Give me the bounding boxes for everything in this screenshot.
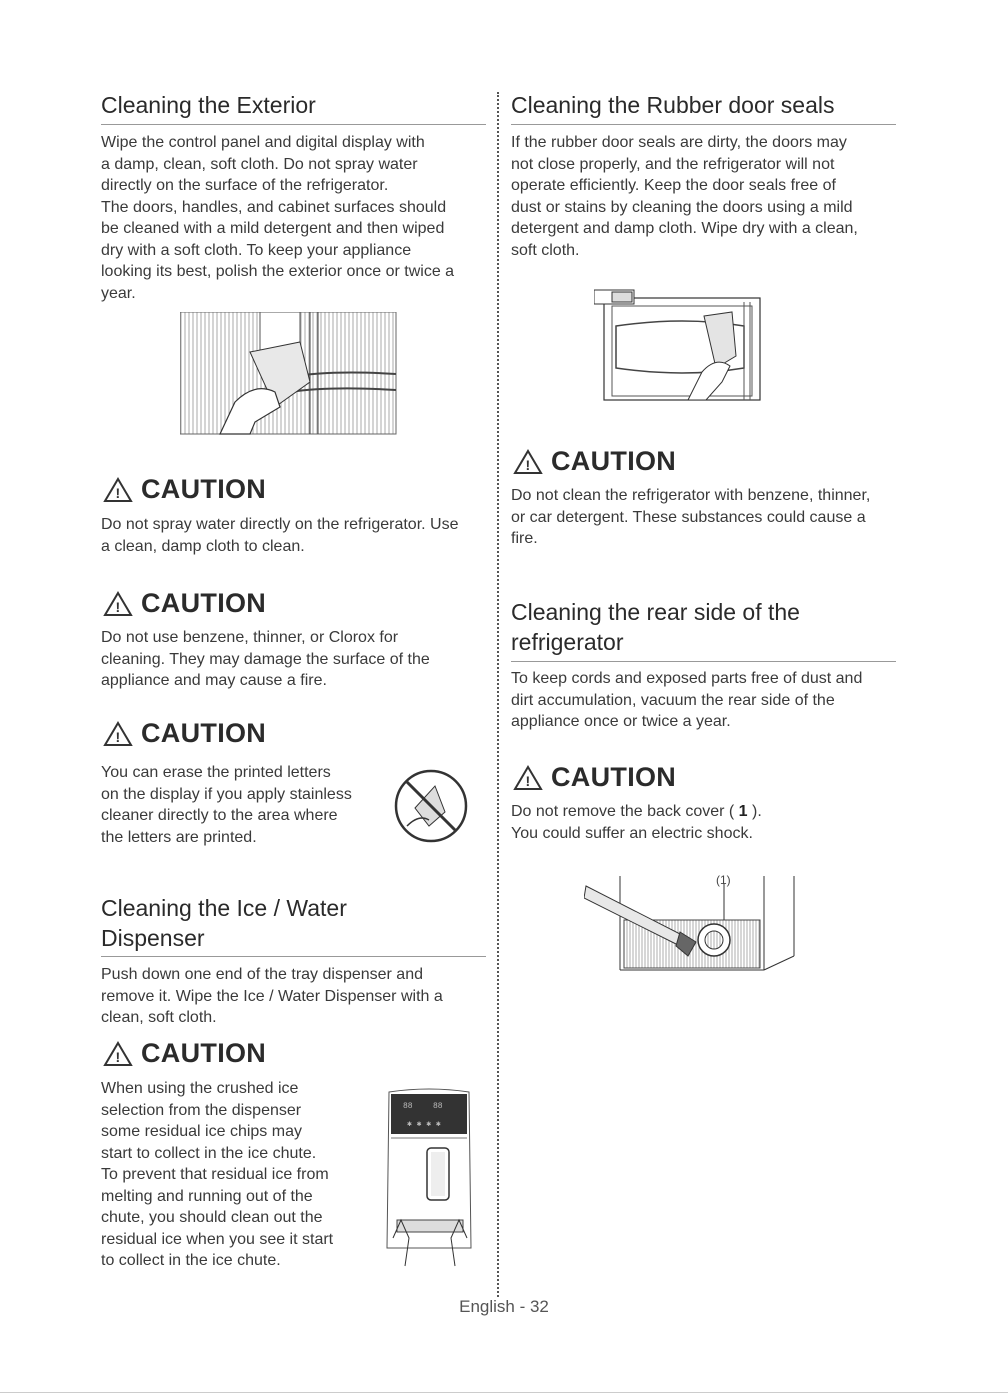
rubber-title: Cleaning the Rubber door seals — [511, 92, 835, 118]
rubber-text: If the rubber door seals are dirty, the doors may not close properly, and the refrigerator will not operate efficiently. Keep the door seals free of dust or stains by cleaning the doors using a mild detergent and damp cloth. Wipe dry with a clean, soft cloth. — [511, 134, 858, 259]
caution-5-text: Do not clean the refrigerator with benzene, thinner, or car detergent. These substances could cause a fire. — [511, 487, 871, 547]
exterior-text: Wipe the control panel and digital display with a damp, clean, soft cloth. Do not spray water directly on the surface of the refrigerator. The doors, handles, and cabinet surfaces should be cleaned with a mild detergent and then wiped dry with a soft cloth. To keep your appliance looking its best, polish the exterior once or twice a year. — [101, 134, 455, 302]
svg-text:✱ ✱ ✱ ✱: ✱ ✱ ✱ ✱ — [407, 1120, 441, 1129]
svg-text:!: ! — [525, 772, 531, 789]
caution-3-text: You can erase the printed letters on the display if you apply stainless cleaner directly to the area where the letters are printed. — [101, 764, 352, 846]
svg-text:!: ! — [115, 484, 121, 501]
caution-4-heading: ! CAUTION — [103, 1038, 266, 1069]
svg-text:!: ! — [115, 728, 121, 745]
rear-title-rule — [511, 661, 896, 662]
rubber-title-rule — [511, 124, 896, 125]
no-spray-prohibition-icon — [393, 768, 469, 844]
rear-side-illustration — [584, 876, 800, 974]
rear-text: To keep cords and exposed parts free of dust and dirt accumulation, vacuum the rear side of the appliance once or twice a year. — [511, 670, 863, 730]
svg-text:!: ! — [525, 456, 531, 473]
caution-6-heading: ! CAUTION — [513, 762, 676, 793]
column-divider — [497, 92, 499, 1297]
warning-triangle-icon — [103, 477, 133, 503]
warning-triangle-icon — [513, 449, 543, 475]
page-bottom-edge — [0, 1392, 1008, 1393]
warning-triangle-icon — [513, 765, 543, 791]
rear-figure-callout: (1) — [716, 873, 731, 887]
caution-5-heading: ! CAUTION — [513, 446, 676, 477]
rear-title: Cleaning the rear side of the refrigerator — [511, 599, 800, 655]
svg-text:!: ! — [115, 1048, 121, 1065]
exterior-cleaning-illustration — [180, 312, 398, 436]
caution-1-heading: ! CAUTION — [103, 474, 266, 505]
warning-triangle-icon — [103, 591, 133, 617]
dispenser-illustration — [383, 1088, 477, 1270]
page-number-footer: English - 32 — [459, 1297, 549, 1316]
caution-2-text: Do not use benzene, thinner, or Clorox for cleaning. They may damage the surface of the appliance and may cause a fire. — [101, 629, 430, 689]
exterior-title: Cleaning the Exterior — [101, 92, 316, 118]
caution-3-heading: ! CAUTION — [103, 718, 266, 749]
dispenser-text: Push down one end of the tray dispenser and remove it. Wipe the Ice / Water Dispenser with a clean, soft cloth. — [101, 966, 443, 1026]
caution-1-text: Do not spray water directly on the refrigerator. Use a clean, damp cloth to clean. — [101, 516, 459, 555]
svg-text:!: ! — [115, 598, 121, 615]
caution-4-text: When using the crushed ice selection from the dispenser some residual ice chips may start to collect in the ice chute. To prevent that residual ice from melting and running out of the chute, you should clean out the residual ice when you see it start to collect in the ice chute. — [101, 1080, 334, 1269]
svg-text:88: 88 — [433, 1102, 443, 1111]
dispenser-title: Cleaning the Ice / Water Dispenser — [101, 895, 347, 951]
svg-text:88: 88 — [403, 1102, 413, 1111]
caution-6-text: Do not remove the back cover ( 1 ). You could suffer an electric shock. — [511, 803, 762, 842]
warning-triangle-icon — [103, 721, 133, 747]
rubber-seal-illustration — [594, 286, 764, 402]
dispenser-title-rule — [101, 956, 486, 957]
exterior-title-rule — [101, 124, 486, 125]
warning-triangle-icon — [103, 1041, 133, 1067]
caution-2-heading: ! CAUTION — [103, 588, 266, 619]
